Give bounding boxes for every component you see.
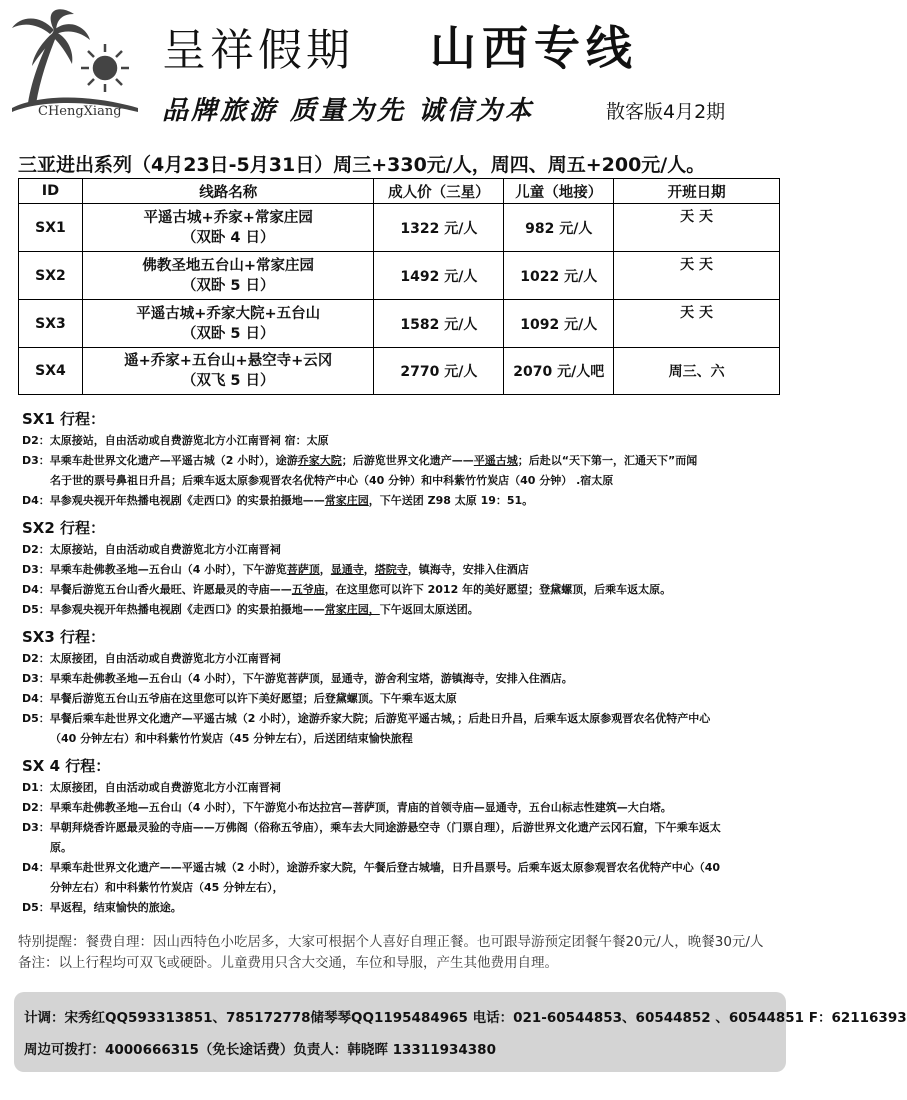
day-text-continued: 分钟左右）和中科紫竹竹炭店（45 分钟左右）， [50, 881, 284, 894]
notice-meals: 特别提醒：餐费自理：因山西特色小吃居多，大家可根据个人喜好自理正餐。也可跟导游预定团餐午餐20元/人，晚餐30元/人 [18, 934, 764, 950]
itinerary-day [22, 818, 792, 858]
itineraries [22, 402, 792, 918]
row-route [82, 348, 374, 395]
itinerary-day [22, 560, 792, 580]
header-start-date: 开班日期 [614, 179, 780, 204]
table-header-row [19, 179, 780, 204]
route-name: 佛教圣地五台山+常家庄园 [142, 257, 315, 274]
itinerary-day: D1：太原接团，自由活动或自费游览北方小江南晋祠 [22, 781, 281, 794]
header-route-name: 线路名称 [82, 179, 374, 204]
table-row [19, 204, 780, 252]
day-text: ；后游览世界文化遗产—— [341, 454, 474, 467]
row-adult-price: 2770 元/人 [374, 348, 504, 395]
route-duration: （双卧 5 日） [181, 325, 275, 342]
day-text: ；后赴以“天下第一，汇通天下”而闻 [517, 454, 698, 467]
notice-remarks: 备注：以上行程均可双飞或硬卧。儿童费用只含大交通，车位和导服，产生其他费用自理。 [18, 955, 558, 971]
itinerary-title-sx3: SX3 行程： [22, 628, 106, 646]
row-id: SX4 [19, 348, 83, 395]
itinerary-title-sx1: SX1 行程： [22, 410, 106, 428]
day-highlight: 平遥古城 [473, 454, 518, 467]
row-child-price: 1022 元/人 [504, 252, 614, 300]
itinerary-day: D2：太原接站，自由活动或自费游览北方小江南晋祠 [22, 543, 281, 556]
day-text: D4：早餐后游览五台山香火最旺、许愿最灵的寺庙—— [22, 583, 292, 596]
day-text-continued: 名于世的票号鼻祖日升昌；后乘车返太原参观晋农名优特产中心（40 分钟）和中科紫竹竹炭店（40 分钟） .宿太原 [50, 474, 614, 487]
route-name: 平遥古城+乔家大院+五台山 [136, 305, 321, 322]
day-highlight: 塔院寺 [374, 563, 408, 576]
header-child-price: 儿童（地接） [504, 179, 614, 204]
special-notice [18, 932, 788, 974]
day-text: D3：早乘车赴世界文化遗产—平遥古城（2 小时），途游 [22, 454, 298, 467]
row-child-price: 2070 元/人吧 [504, 348, 614, 395]
table-row [19, 300, 780, 348]
itinerary-day [22, 858, 792, 898]
day-text: ， [319, 563, 331, 576]
day-text: D3：早乘车赴佛教圣地—五台山（4 小时），下午游览 [22, 563, 287, 576]
edition-label: 散客版4月2期 [606, 101, 726, 123]
company-title: 呈祥假期 [162, 25, 354, 76]
row-adult-price: 1322 元/人 [374, 204, 504, 252]
itinerary-day [22, 580, 792, 600]
day-text: D4：早乘车赴世界文化遗产——平遥古城（2 小时），途游乔家大院，午餐后登古城墙，日升昌票号。后乘车返太原参观晋农名优特产中心（40 [22, 861, 721, 874]
itinerary-day [22, 491, 792, 511]
itinerary-day [22, 709, 792, 749]
itinerary-day [22, 451, 792, 491]
row-id: SX1 [19, 204, 83, 252]
row-start-date: 周三、六 [614, 348, 780, 395]
day-text: D3：早朝拜烧香许愿最灵验的寺庙——万佛阁（俗称五爷庙），乘车去大同途游悬空寺（门票自理），后游世界文化遗产云冈石窟，下午乘车返太 [22, 821, 721, 834]
row-adult-price: 1492 元/人 [374, 252, 504, 300]
itinerary-day: D5：早返程，结束愉快的旅途。 [22, 901, 182, 914]
itinerary-title-sx2: SX2 行程： [22, 519, 106, 537]
day-text-continued: 原。 [50, 841, 72, 854]
row-route [82, 252, 374, 300]
day-text: ，镇海寺，安排入住酒店 [407, 563, 529, 576]
day-text: D5：早参观央视开年热播电视剧《走西口》的实景拍摄地—— [22, 603, 325, 616]
header [0, 0, 800, 150]
row-child-price: 1092 元/人 [504, 300, 614, 348]
sun-icon [81, 44, 129, 92]
header-adult-price: 成人价（三星） [374, 179, 504, 204]
day-text: ，下午送团 Z98 太原 19：51。 [368, 494, 534, 507]
itinerary-day: D3：早乘车赴佛教圣地—五台山（4 小时），下午游览菩萨顶，显通寺，游舍利宝塔，游镇海寺，安排入住酒店。 [22, 672, 573, 685]
header-id: ID [19, 179, 83, 204]
route-name: 遥+乔家+五台山+悬空寺+云冈 [124, 353, 333, 369]
row-route [82, 300, 374, 348]
row-adult-price: 1582 元/人 [374, 300, 504, 348]
day-text: D4：早参观央视开年热播电视剧《走西口》的实景拍摄地—— [22, 494, 325, 507]
series-title: 三亚进出系列（4月23日-5月31日）周三+330元/人，周四、周五+200元/人。 [18, 154, 706, 176]
route-duration: （双卧 4 日） [181, 229, 275, 246]
row-start-date: 天 天 [614, 252, 780, 300]
route-name: 平遥古城+乔家+常家庄园 [143, 209, 313, 226]
itinerary-day: D2：太原接团，自由活动或自费游览北方小江南晋祠 [22, 652, 281, 665]
itinerary-day: D2：太原接站，自由活动或自费游览北方小江南晋祠 宿：太原 [22, 434, 329, 447]
itinerary-title-sx4: SX 4 行程： [22, 757, 111, 775]
row-id: SX3 [19, 300, 83, 348]
route-duration: （双卧 5 日） [181, 277, 275, 294]
table-row [19, 348, 780, 395]
hotline-line: 周边可拨打：4000666315（免长途话费）负责人：韩晓晖 13311934380 [24, 1042, 496, 1058]
route-duration: （双飞 5 日） [181, 373, 275, 389]
day-highlight: 五爷庙 [291, 583, 325, 596]
row-start-date: 天 天 [614, 300, 780, 348]
row-start-date: 天 天 [614, 204, 780, 252]
slogan: 品牌旅游 质量为先 诚信为本 [162, 96, 535, 126]
day-highlight: 常家庄园 [324, 494, 369, 507]
day-highlight: 常家庄园， [324, 603, 380, 616]
contact-footer [14, 992, 907, 1072]
itinerary-day [22, 600, 792, 620]
day-highlight: 乔家大院 [297, 454, 342, 467]
day-highlight: 菩萨顶 [286, 563, 320, 576]
day-text-continued: （40 分钟左右）和中科紫竹竹炭店（45 分钟左右），后送团结束愉快旅程 [50, 732, 413, 745]
table-row [19, 252, 780, 300]
row-route [82, 204, 374, 252]
day-text: ，在这里您可以许下 2012 年的美好愿望；登黛螺顶，后乘车返太原。 [324, 583, 672, 596]
palm-tree-icon [12, 9, 138, 112]
day-text: 下午返回太原送团。 [379, 603, 479, 616]
brand-english-name: CHengXiang [38, 104, 122, 119]
itinerary-day: D2：早乘车赴佛教圣地—五台山（4 小时），下午游览小布达拉宫—菩萨顶，青庙的首领寺庙—显通寺，五台山标志性建筑—大白塔。 [22, 801, 672, 814]
contact-line: 计调：宋秀红QQ593313851、785172778储琴琴QQ1195484965 电话：021-60544853、60544852 、60544851 F：62116393 [24, 1010, 907, 1026]
day-text: ， [363, 563, 375, 576]
route-price-table [18, 178, 780, 395]
day-text: D5：早餐后乘车赴世界文化遗产—平遥古城（2 小时），途游乔家大院；后游览平遥古城，；后赴日升昌，后乘车返太原参观晋农名优特产中心 [22, 712, 711, 725]
itinerary-day: D4：早餐后游览五台山五爷庙在这里您可以许下美好愿望；后登黛螺顶。下午乘车返太原 [22, 692, 457, 705]
row-id: SX2 [19, 252, 83, 300]
day-highlight: 显通寺 [330, 563, 364, 576]
line-title: 山西专线 [430, 21, 638, 75]
row-child-price: 982 元/人 [504, 204, 614, 252]
